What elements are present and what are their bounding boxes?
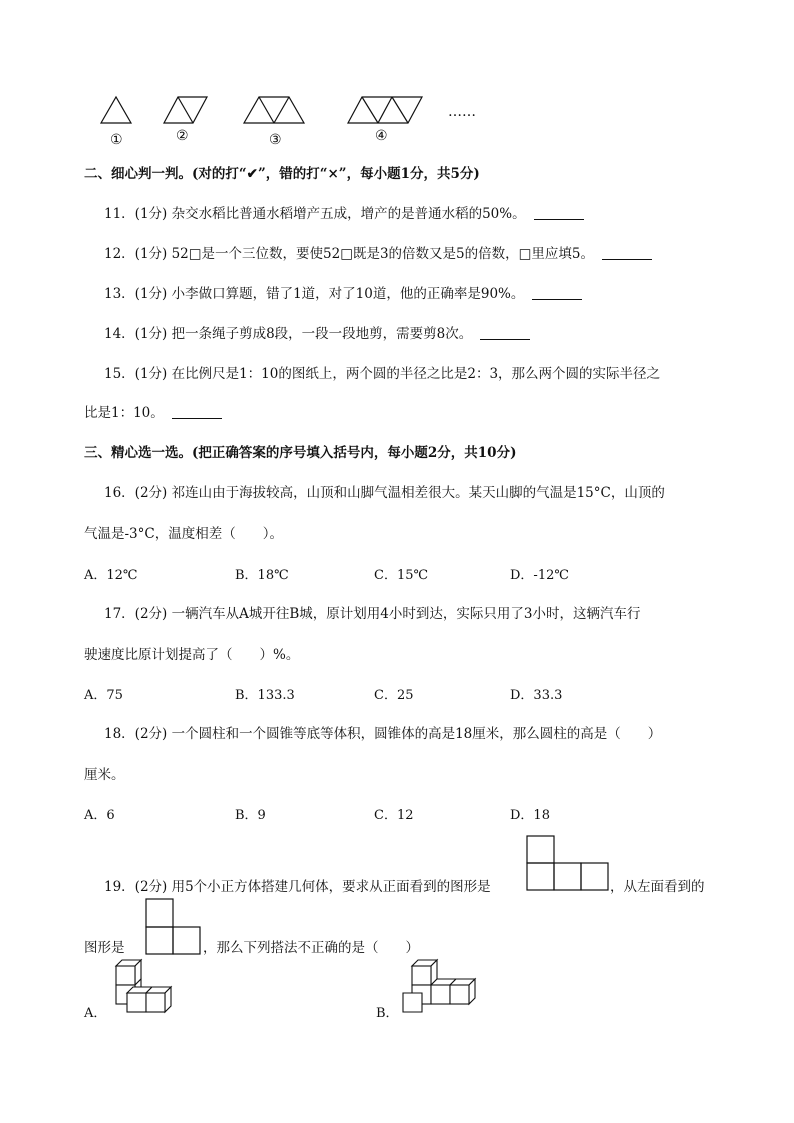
question-17-line-1: 17．(2分) 一辆汽车从A城开往B城，原计划用4小时到达，实际只用了3小时，这辆汽车行 [104,606,641,622]
question-14 [104,324,530,344]
answer-blank[interactable] [172,404,222,419]
triangle-figure-1 [100,96,132,124]
q18-option-a[interactable]: A．6 [84,808,115,823]
figure-label-4: ④ [375,128,388,144]
question-19-line-1a: 19．(2分) 用5个小正方体搭建几何体，要求从正面看到的图形是 [104,879,491,895]
question-text: 比是1：10。 [84,405,164,421]
q18-option-c[interactable]: C．12 [374,808,414,823]
triangle-figure-4 [347,96,425,124]
question-12 [104,244,652,264]
cube-stack-option-b[interactable] [400,959,480,1017]
question-text: 13．(1分) 小李做口算题，错了1道，对了10道，他的正确率是90%。 [104,286,525,302]
question-16-line-2: 气温是-3°C，温度相差（ ）。 [84,526,283,542]
question-18-line-2: 厘米。 [84,767,125,783]
q19-option-b[interactable]: B． [376,1006,399,1021]
q17-option-d[interactable]: D．33.3 [510,688,563,703]
figure-label-3: ③ [269,132,282,148]
triangle-figure-2 [163,96,209,124]
q17-option-c[interactable]: C．25 [374,688,414,703]
question-16-line-1: 16．(2分) 祁连山由于海拔较高，山顶和山脚气温相差很大。某天山脚的气温是15°C，山顶的 [104,485,665,501]
q19-option-a[interactable]: A． [84,1006,107,1021]
question-18-line-1: 18．(2分) 一个圆柱和一个圆锥等底等体积，圆锥体的高是18厘米，那么圆柱的高是（ ） [104,726,662,742]
question-19-line-1b: ，从左面看到的 [610,879,705,895]
left-view-figure [145,898,203,956]
figure-label-1: ① [110,132,123,148]
question-11 [104,204,584,224]
q16-option-a[interactable]: A．12℃ [84,568,138,583]
question-15-continued [84,403,222,423]
section-2-heading: 二、细心判一判。(对的打“✔”，错的打“×”，每小题1分，共5分) [84,166,480,182]
answer-blank[interactable] [534,205,584,220]
q16-option-d[interactable]: D．-12℃ [510,568,569,583]
answer-blank[interactable] [602,245,652,260]
q18-option-d[interactable]: D．18 [510,808,550,823]
question-19-line-2a: 图形是 [84,940,125,956]
answer-blank[interactable] [532,285,582,300]
sequence-ellipsis: …… [448,104,476,120]
question-17-line-2: 驶速度比原计划提高了（ ）%。 [84,647,300,663]
q17-option-b[interactable]: B．133.3 [235,688,295,703]
q16-option-b[interactable]: B．18℃ [235,568,289,583]
question-text: 11．(1分) 杂交水稻比普通水稻增产五成，增产的是普通水稻的50%。 [104,206,526,222]
answer-blank[interactable] [480,325,530,340]
question-text: 12．(1分) 52□是一个三位数，要使52□既是3的倍数又是5的倍数，□里应填5。 [104,246,594,262]
q16-option-c[interactable]: C．15℃ [374,568,429,583]
q18-option-b[interactable]: B．9 [235,808,266,823]
cube-stack-option-a[interactable] [104,959,184,1017]
question-text: 14．(1分) 把一条绳子剪成8段，一段一段地剪，需要剪8次。 [104,326,473,342]
question-19-line-2b: ，那么下列搭法不正确的是（ ） [203,940,419,956]
question-13 [104,284,582,304]
section-3-heading: 三、精心选一选。(把正确答案的序号填入括号内，每小题2分，共10分) [84,445,517,461]
figure-label-2: ② [176,128,189,144]
triangle-figure-3 [243,96,307,124]
front-view-figure [526,835,610,891]
question-15: 15．(1分) 在比例尺是1：10的图纸上，两个圆的半径之比是2：3，那么两个圆的实际半径之 [104,366,661,382]
q17-option-a[interactable]: A．75 [84,688,123,703]
